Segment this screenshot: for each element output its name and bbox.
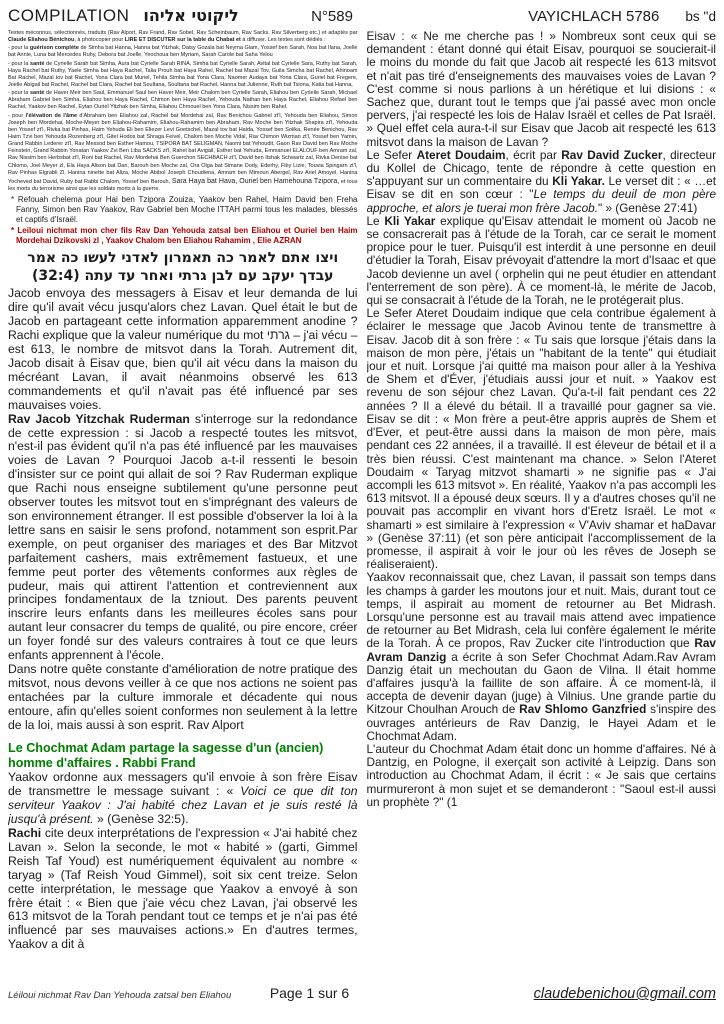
body-paragraph-eisav-cherche: Eisav : « Ne me cherche pas ! » Nombreux sont ceux qui se demandent : étant donné qui était Eisav, pourquoi se soucierait-il le moins du monde du fait que Jacob ait respecté les 613 mitsvot et n'ait pas tiré d'enseignements des mauvaises voies de Lavan ? C'est comme si nous parlions à un hérétique et lui disions : « Sachez que, durant tout le temps que j'ai passé avec mon oncle pervers, j'ai respecté les lois de Halav Israël et celles de Pat Israël. » Quel effet cela aura-t-il sur Eisav que Jacob ait respecté les 613 mitsvot dans la maison de Lavan ? [366,30,716,149]
body-paragraph-kli-yakar: Le Kli Yakar explique qu'Eisav attendait le moment où Jacob ne se consacrerait pas à l'étude de la Torah, car ce serait le moment propice pour le tuer. Puisqu'il est interdit à une personne en deuil d'étudier la Torah, Eisav prévoyait d'attendre la mort d'Isaac et que Jacob devienne un avel ( orphelin qui ne peut étudier en attendant l'enterrement de son père). À ce moment-là, le mérite de Jacob, qui se consacrait à l'étude de la Torah, ne le protégerait plus. [366,213,716,308]
dedication-intro-paragraph: Textes méconnus, sélectionnés, traduits (Rav Alport, Rav Frand, Rav Sobel, Rav Scheinbaum, Rav Sacks, Rav Silverberg etc.) et adaptés par Claude Eliahou Bénichou, à photocopier pour LIRE ET DISCUTER sur la table du Chabat et à diffuser. Les textes sont dédiés : [8,30,358,44]
issue-number: N°589 [311,8,353,25]
footer-email-link[interactable]: claudebenichou@gmail.com [533,986,717,1002]
two-column-layout [8,30,716,982]
body-paragraph-auteur-chochmat-adam: L'auteur du Chochmat Adam était donc un homme d'affaires. Né à Dantzig, en Pologne, il exerçait son activité à Leipzig. Dans son introduction au Chochmat Adam, il écrit : « Je sais que certains murmureront à mon sujet et se demanderont : "Saoul est-il aussi un prophète ?" (1 [366,741,716,809]
refouah-chelema-paragraph: * Refouah chelema pour Hai ben Tzipora Zouiza, Yaakov ben Rahel, Haim David ben Freha Fanny, Simon ben Rav Yaakov, Rav Gabriel ben Moche ITTAH parmi tous les malades, blessés et captifs d'Israël. [11,195,358,225]
leiloui-nichmat-paragraph: * Leiloui nichmat mon cher fils Rav Dan Yehouda zatsal ben Eliahou et Ouriel ben Haim Mordehai Dzikovski zl , Yaakov Chalom ben Eliahou Rahamim , Elie AZRAN [11,226,358,246]
body-paragraph-ateret-doudaim-message: Le Sefer Ateret Doudaim indique que cela contribue également à éclairer le message que Jacob Avinou tente de transmettre à Eisav. Jacob dit à son frère : « Tu sais que lorsque j'étais dans la maison de mon père, j'étais un "habitant de la tente" qui étudiait jour et nuit. Lorsque j'ai quitté ma maison pour aller à la Yeshiva de Shem et d'Éver, j'étudiais aussi jour et nuit. » Yaakov est revenu de son séjour chez Lavan. Qu'a-t-il fait pendant ces 22 années ? Il a élevé du bétail. Il a travaillé pour gagner sa vie. Eisav se dit : « Mon frère a peut-être appris auprès de Shem et d'Ever, et peut-être aussi dans la maison de mon père, mais pendant ces 22 années, il a travaillé. Il est éleveur de bétail et il a très bien réussi. C'est maintenant ma chance. » Selon l'Ateret Doudaim « Taryag mitzvot shamarti » ne signifie pas « J'ai accompli les 613 mitsvot ». En réalité, Yaakov n'a pas accompli les 613 mitsvot. Il a épousé deux sœurs. Il y a d'autres choses qu'il ne pouvait pas accomplir en vivant hors d'Eretz Israël. Le mot « shamarti » est similaire à l'expression « V'Aviv shamar et haDavar » (Genèse 37:11) (et son père anticipait l'accomplissement de la promesse, il aspirait à voir le jour où les rêves de Joseph se réaliseraient). [366,306,716,572]
body-paragraph-yaakov-lavan-danzig: Yaakov reconnaissait que, chez Lavan, il passait son temps dans les champs à garder les moutons jour et nuit. Mais, durant tout ce temps, il aspirait au moment de retourner au Bet Midrash. Lorsqu'une personne est au travail mais attend avec impatience de retourner au Bet Midrash, cela lui confère également le mérite de la Torah. À ce propos, Rav Zucker cite l'introduction que Rav Avram Danzig a écrite à son Sefer Chochmat Adam.Rav Avram Danzig était un mechoutan du Gaon de Vilna. Il était homme d'affaires jusqu'à la faillite de son affaire. À ce moment-là, il accepta de devenir dayan (juge) à Vilnius. Une grande partie du Kitzour Choulhan Arouch de Rav Shlomo Ganzfried s'inspire des ouvrages antérieurs de Rav Danzig, le Hayei Adam et le Chochmat Adam. [366,570,716,743]
footer-dedication: Léiloui nichmat Rav Dan Yehouda zatsal ben Eliahou [8,990,232,1001]
body-paragraph-conclusion-alport: Dans notre quête constante d'amélioration de notre pratique des mitsvot, nous devons veiller à ce que nos actions ne soient pas entachées par la culture immorale et décadente qui nous entoure, afin qu'elles soient conformes non seulement à la lettre de la loi, mais aussi à son esprit. Rav Alport [8,661,358,732]
parasha-title: VAYICHLACH 5786 [528,8,660,25]
dedication-sante-paragraph-2: - pour la santé de Haver Meir ben Saul, Emmanuel Saul ben Haver Meir, Meir Chalom ben Cyrielle Sarah, Eliahou ben Cyrielle Sarah, Michael Abraham Gabriel ben Simha, Eliahou ben Haya Rachel, Chimon ben Haya Rachel, Yehouda Nathan ben Haya Rachel, Eliahou Refael ben Rachel, Yaakov ben Rachel, Eytan Ouriel Yitzhak ben Simha, Eliahou Chmouel ben Yona Clara, Nissim ben Rahel. [8,90,358,111]
section-heading-chochmat-adam: Le Chochmat Adam partage la sagesse d'un (ancien) homme d'affaires . Rabbi Frand [8,741,324,770]
body-paragraph-ateret-doudaim: Le Sefer Ateret Doudaim, écrit par Rav David Zucker, directeur du Kollel de Chicago, tente de répondre à cette question en s'appuyant sur un commentaire du Kli Yakar. Le verset dit : « …et Eisav se dit en son cœur : "Le temps du deuil de mon père approche, et alors je tuerai mon frère Jacob." » (Genèse 27:41) [366,147,716,215]
body-paragraph-rachi: Rachi cite deux interprétations de l'expression « J'ai habité chez Lavan ». Selon la seconde, le mot « habité » (garti, Gimmel Reish Taf Youd) est numériquement équivalent au nombre « taryag » (Taf Reish Youd Gimmel), soit six cent treize. Selon cette interprétation, le message que Yaakov a envoyé à son frère était : « Bien que j'aie vécu chez Lavan, j'ai observé les 613 mitsvot de la Torah pendant tout ce temps et je n'ai pas été influencé par ses mauvaises actions.» En d'autres termes, Yaakov a dit à [8,826,358,952]
page-title-hebrew: ליקוטי אליהו [143,6,239,25]
bsd-mark: bs ''d [685,9,717,24]
dedications-block [8,30,358,193]
page-header [8,6,716,26]
left-column [8,30,358,982]
page-title: COMPILATION [8,6,130,25]
header-title-group [8,6,311,26]
body-paragraph-jacob-messagers: Jacob envoya des messagers à Eisav et leur demanda de lui dire qu'il avait vécu jusqu'alors chez Lavan. Quel était le but de Jacob en partageant cette information apparemment anodine ? Rachi explique que la valeur numérique du mot גרתי – j'ai vécu – est 613, le nombre de mitsvot dans la Torah. Autrement dit, Jacob disait à Eisav que, bien qu'il ait vécu dans la maison du mécréant Lavan, il avait néanmoins observé les 613 commandements et qu'il n'avait pas été influencé par ses mauvaises voies. [8,286,358,412]
dedication-sante-paragraph-1: - pour la santé de Cyrielle Sarah bat Simha, Aura bat Cyrielle Sarah RINA, Simha bat Cyrielle Sarah, Avital bat Cyrielle Sara, Ruthy bat Sarah, Haya Rachel bat Ruthy, Yaele Simha bat Haya Rachel, Talia Prouh bat Haya Rahel, Rachel bat Mazal Tov, Guila Simcha bat Rachel, Ahinoam Bat Rachel, Mazal tov bat Rachel, Yona Clara bat Muriel, Tehila Simha bat Yona Clara, Naomer Audaya bat Yona Clara, Guriel bat Fregere, Joelle Abigail bat Rachel, Rachel bat Clara, Rachel bat Soultana, Soultana bat Rachel, Hanna bat Julienne, Ruth bat Tsiona, Katia bat Hanna, [8,60,358,88]
hebrew-verse: ויצו אתם לאמר כה תאמרון לאדני לעשו כה אמר עבדך יעקב עם לבן גרתי ואחר עד עתה (32:4) [27,250,339,285]
footer-page-number: Page 1 sur 6 [269,985,350,1001]
page-footer [8,985,716,1002]
right-column [367,30,717,982]
dedication-elevation-paragraph: - pour l'élévation de l'âme d'Abraham ben Eliahou zal, Rachel bat Mordehai zal, Rav Benichou Gabriel zt'l, Yehouda ben Eliahou, Simon Joseph ben Mordehai, Moche-Meyer ben Eliahou-Rahamim, Eliahou-Rahamim ben Abraham, Rav Moche ben Yitzhak Shapira zt'l, Yehouda ben Yossef zt'l, Rivka bat Pinhas, Haim Yehuda Eli ben Eliezer Levi Goetschel, Mazal tov bat Haida, Yossef ben Solika, Renée Benichou, Rav Haim Tzvi ben Yehouda Rozenberg zt'l, Gitel Hodos bat Shraga Feivel, Chalom ben Moche Vidal, Rav Chimon Wizman zt'l, Yossef ben Yamin, Grand Rabbin Lederer zt'l, Rav Messod ben Esther Hamou, TSIPORA BAT SELIGMAN, Naomi bat Yehoudit, Gaon Rav David ben Rav Moche Feinstein, Grand Rabbin Yonatan Yaakov Zvi Ben Liba SACKS zt'l, Rahel bat Avigail, Esther bat Yehuda, Emmanuel ELALOUF ben Amram zal, Rav Nissim ben Herbsbat zt'l, Roni bat Rachel, Rav Mordehai Ben Guerchon SECHBACH zt'l, David ben Itshak Schwartz zal, Rivka Denise bat Chlomo, Joel Meyer zl, Ela Haya Alison bat Dan, Barouh ben Moche zal, Ora Olga bat Simane Dody, Ederhy, Fiby Lizie, Touvia Spingarn zt'l, Rav Pinhas Elgrabli Zl, Hanina ninette bat Aliza, Moche Abibol Joseph Choudiena, Amram ben Mimoun Abergel, Rav Ariel Amoyel, Hanina Yocheved bat David, Ruby bat Rabbi Chalom, Yossef ben Barouh, Sara Haya bat Hava, Ouriel ben Hamehouna Tzipora, et tous les morts du terrorisme ainsi que les soldats morts à la guerre. [8,112,358,192]
body-paragraph-yaakov-message: Yaakov ordonne aux messagers qu'il envoie à son frère Eisav de transmettre le message suivant : « Voici ce que dit ton serviteur Yaakov : J'ai habité chez Lavan et je suis resté là jusqu'à présent. » (Genèse 32:5). [8,770,358,827]
header-right-group [413,8,716,25]
body-paragraph-ruderman: Rav Jacob Yitzchak Ruderman s'interroge sur la redondance de cette expression : si Jacob a respecté toutes les mitsvot, n'est-il pas évident qu'il n'a pas été influencé par les mauvaises voies de Lavan ? Pourquoi Jacob a-t-il ressenti le besoin d'insister sur ce point qui allait de soi ? Rav Ruderman explique que Rachi nous enseigne subtilement qu'une personne peut observer toutes les mitsvot tout en s'imprégnant des valeurs de son environnement étranger. Il est possible d'observer la loi à la lettre sans en saisir le sens profond, notamment son esprit.Par exemple, on peut organiser des mariages et des Bar Mitzvot parfaitement cashers, mais extrêmement fastueux, et une femme peut porter des vêtements conformes aux règles de pudeur, mais qui attirent l'attention et contreviennent aux principes fondamentaux de la tzniout. Des parents peuvent inscrire leurs enfants dans les meilleures écoles sans pour autant leur consacrer du temps de qualité, ou pire encore, créer un foyer fondé sur des valeurs contraires à tout ce que leurs enfants apprennent à l'école. [8,411,358,663]
dedication-guerison-paragraph: - pour la guérison complète de Simha bat Hanna, Hanna bat Yitzhak, Daisy Gozala bat Neyma Giam, Yossef ben Sarah, Noa bat Ilana, Joelle bat Annie, Luna bat Mercedes Ruhy, Debora bat Joelle, Yeochoua ben Myriam, Sarah Carole bat Saha Yelou [8,45,358,59]
